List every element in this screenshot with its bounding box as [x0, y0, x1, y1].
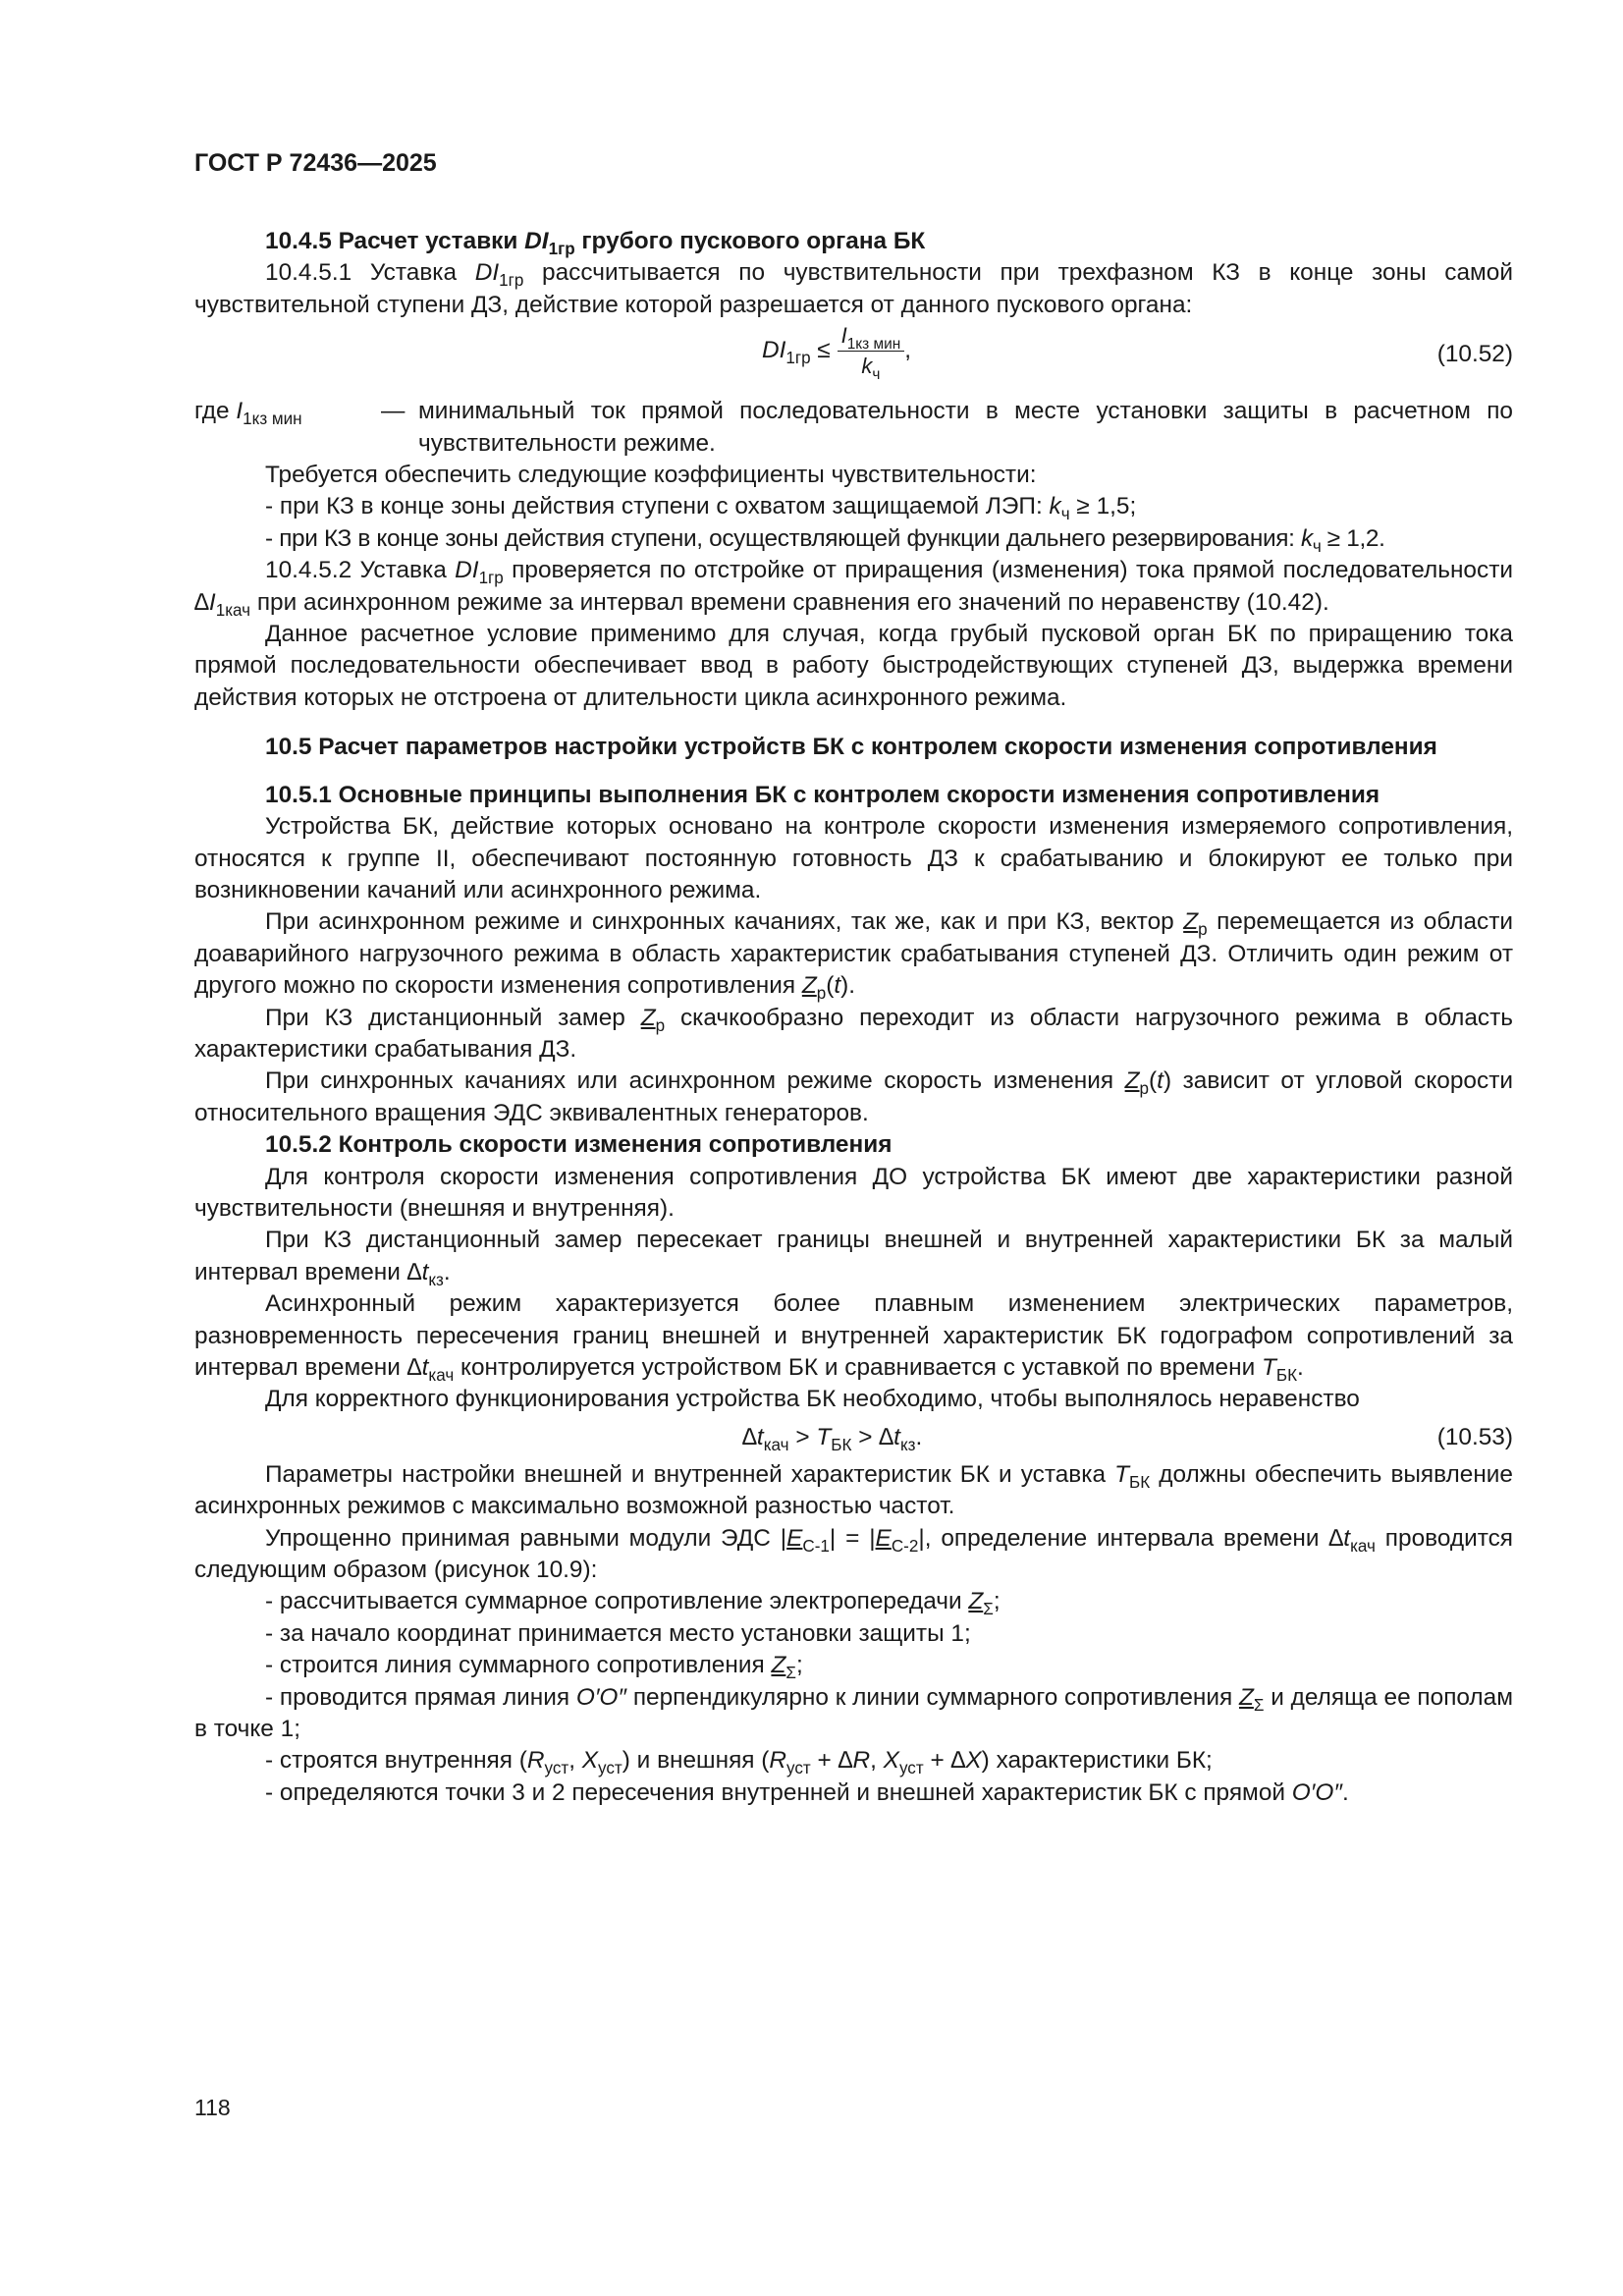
where-symbol: где $I_{1кз мин}$	[194, 398, 302, 429]
paragraph: При асинхронном режиме и синхронных качаниях, так же, как и при КЗ, вектор $Z_р$ перемещается из области доаварийного нагрузочного режима в область характеристик срабатывания ступеней ДЗ. Отличить один режим от другого можно по скорости изменения сопротивления $Z_р(t)$.	[194, 908, 1513, 1004]
where-clause: где $I_{1кз мин}$ — минимальный ток прямой последовательности в месте установки защиты в расчетном по чувствительности режиме.	[194, 396, 1513, 460]
paragraph: Требуется обеспечить следующие коэффициенты чувствительности:	[265, 462, 1037, 489]
list-item: - проводится прямая линия O′O″ перпендикулярно к линии суммарного сопротивления $Z_\Sigma$ и деляща ее пополам в точке 1;	[194, 1683, 1513, 1743]
section-10-5-2-title: 10.5.2 Контроль скорости изменения сопротивления	[265, 1131, 893, 1159]
formula-expression: $DI_{1гр}$ ≤ $\frac{I_{1кз мин}}{k_ч}$ ,	[762, 323, 911, 384]
paragraph: Упрощенно принимая равными модули ЭДС $|E_{С-1}| = |E_{С-2}|$, определение интервала времени $\Delta t_{кач}$ проводится следующим образом (рисунок 10.9):	[194, 1524, 1514, 1584]
formula-10-52	[194, 321, 1513, 390]
paragraph-10-4-5-1: 10.4.5.1 Уставка $DI_{1гр}$ рассчитывается по чувствительности при трехфазном КЗ в конце зоны самой чувствительной ступени ДЗ, действие которой разрешается от данного пускового органа:	[194, 259, 1513, 318]
list-item: - рассчитывается суммарное сопротивление электропередачи $Z_\Sigma$;	[265, 1588, 1001, 1619]
list-item: - при КЗ в конце зоны действия ступени с охватом защищаемой ЛЭП: $k_ч \ge 1,5$;	[265, 493, 1137, 524]
page-number: 118	[194, 2095, 231, 2120]
where-description: минимальный ток прямой последовательности в месте установки защиты в расчетном по чувствительности режиме.	[418, 398, 1513, 457]
list-item: - определяются точки 3 и 2 пересечения внутренней и внешней характеристик БК с прямой O′O″.	[265, 1778, 1349, 1806]
paragraph: Асинхронный режим характеризуется более плавным изменением электрических параметров, разновременность пересечения границ внешней и внутренней характеристик БК годографом сопротивлений за интервал времени $\Delta t_{кач}$ контролируется устройством БК и сравнивается с уставкой по времени $T_{БК}$.	[194, 1290, 1513, 1385]
paragraph: Устройства БК, действие которых основано на контроле скорости изменения измеряемого сопротивления, относятся к группе II, обеспечивают постоянную готовность ДЗ к срабатыванию и блокируют ее только при возникновении качаний или асинхронного режима.	[194, 813, 1513, 903]
paragraph: Для контроля скорости изменения сопротивления ДО устройства БК имеют две характеристики разной чувствительности (внешняя и внутренняя).	[194, 1163, 1513, 1222]
section-10-5-1-title: 10.5.1 Основные принципы выполнения БК с контролем скорости изменения сопротивления	[265, 781, 1380, 808]
list-item: - строится линия суммарного сопротивления $Z_\Sigma$;	[265, 1652, 803, 1683]
list-item: - строятся внутренняя ($R_{уст}$, $X_{уст}$) и внешняя ($R_{уст} + \Delta R$, $X_{уст} + \Delta X$) характеристики БК;	[265, 1747, 1213, 1778]
list-item: - при КЗ в конце зоны действия ступени, осуществляющей функции дальнего резервирования: $k_ч \ge 1,2$.	[265, 524, 1385, 556]
formula-10-53	[194, 1416, 1513, 1459]
section-10-5-title: 10.5 Расчет параметров настройки устройств БК с контролем скорости изменения сопротивления	[265, 734, 1437, 761]
paragraph: Данное расчетное условие применимо для случая, когда грубый пусковой орган БК по приращению тока прямой последовательности обеспечивает ввод в работу быстродействующих ступеней ДЗ, выдержка времени действия которых не отстроена от длительности цикла асинхронного режима.	[194, 621, 1513, 711]
formula-expression: $\Delta t_{кач} > T_{БК} > \Delta t_{кз}$.	[742, 1423, 923, 1454]
paragraph-10-4-5-2: 10.4.5.2 Уставка $DI_{1гр}$ проверяется по отстройке от приращения (изменения) тока прямой последовательности $\Delta I_{1кач}$ при асинхронном режиме за интервал времени сравнения его значений по неравенству (10.42).	[194, 557, 1513, 620]
formula-number: (10.52)	[1436, 341, 1513, 368]
formula-number: (10.53)	[1436, 1423, 1513, 1450]
formula-fraction: $\frac{I_{1кз мин}}{k_ч}$	[838, 321, 905, 381]
paragraph: Параметры настройки внешней и внутренней характеристик БК и уставка $T_{БК}$ должны обеспечить выявление асинхронных режимов с максимально возможной разностью частот.	[194, 1460, 1513, 1520]
paragraph: При КЗ дистанционный замер $Z_р$ скачкообразно переходит из области нагрузочного режима в область характеристики срабатывания ДЗ.	[194, 1004, 1513, 1063]
list-item: - за начало координат принимается место установки защиты 1;	[265, 1619, 971, 1647]
paragraph: Для корректного функционирования устройства БК необходимо, чтобы выполнялось неравенство	[265, 1386, 1360, 1413]
paragraph: При синхронных качаниях или асинхронном режиме скорость изменения $Z_р(t)$ зависит от угловой скорости относительного вращения ЭДС эквивалентных генераторов.	[194, 1067, 1513, 1126]
section-10-4-5-title: 10.4.5 Расчет уставки $DI_{1гр}$ грубого пускового органа БК	[265, 228, 926, 258]
page-content	[194, 226, 1513, 1809]
paragraph: При КЗ дистанционный замер пересекает границы внешней и внутренней характеристики БК за малый интервал времени $\Delta t_{кз}$.	[194, 1227, 1513, 1289]
document-header: ГОСТ Р 72436—2025	[194, 149, 437, 177]
